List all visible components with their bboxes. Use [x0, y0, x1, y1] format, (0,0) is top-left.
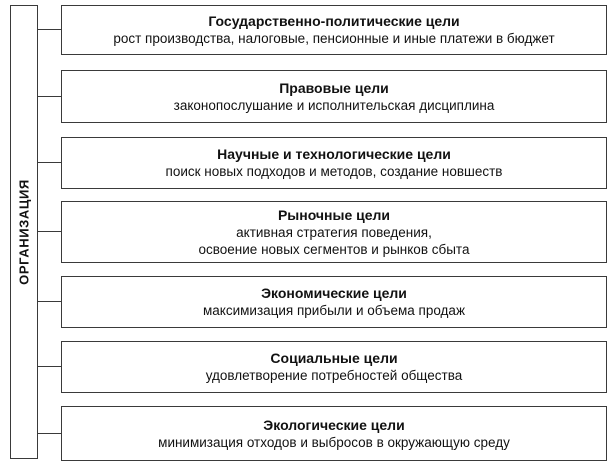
connector-6: [38, 366, 62, 367]
goal-box-scientific: [61, 137, 607, 189]
connector-1: [38, 29, 62, 30]
goal-title: Экономические цели: [261, 285, 407, 301]
goal-title: Правовые цели: [279, 79, 389, 96]
organization-box: [10, 5, 38, 459]
goal-box-social: [61, 341, 607, 393]
goal-title: Государственно-политические цели: [208, 13, 460, 29]
connector-2: [38, 96, 62, 97]
goal-title: Экологические цели: [263, 416, 405, 433]
goal-description: максимизация прибыли и объема продаж: [203, 303, 465, 318]
goal-box-ecological: [61, 406, 607, 461]
goal-box-economic: [61, 276, 607, 328]
connector-7: [38, 433, 62, 434]
connector-4: [38, 231, 62, 232]
goal-box-market: [61, 201, 607, 263]
goal-description: минимизация отходов и выбросов в окружающую среду: [158, 434, 510, 450]
goal-description: удовлетворение потребностей общества: [205, 368, 463, 383]
goal-title: Научные и технологические цели: [217, 146, 451, 162]
goal-title: Социальные цели: [270, 350, 398, 366]
goal-description: освоение новых сегментов и рынков сбыта: [198, 241, 470, 257]
connector-5: [38, 301, 62, 302]
goal-box-legal: [61, 70, 607, 123]
connector-3: [38, 162, 62, 163]
goal-title: Рыночные цели: [277, 206, 391, 223]
organization-label: ОРГАНИЗАЦИЯ: [16, 179, 32, 285]
goal-description: активная стратегия поведения,: [236, 224, 432, 240]
goal-description: поиск новых подходов и методов, создание новшеств: [165, 164, 503, 179]
goal-description: законопослушание и исполнительская дисциплина: [173, 97, 495, 113]
goal-box-state-political: [61, 5, 607, 55]
goal-description: рост производства, налоговые, пенсионные и иные платежи в бюджет: [113, 31, 555, 46]
